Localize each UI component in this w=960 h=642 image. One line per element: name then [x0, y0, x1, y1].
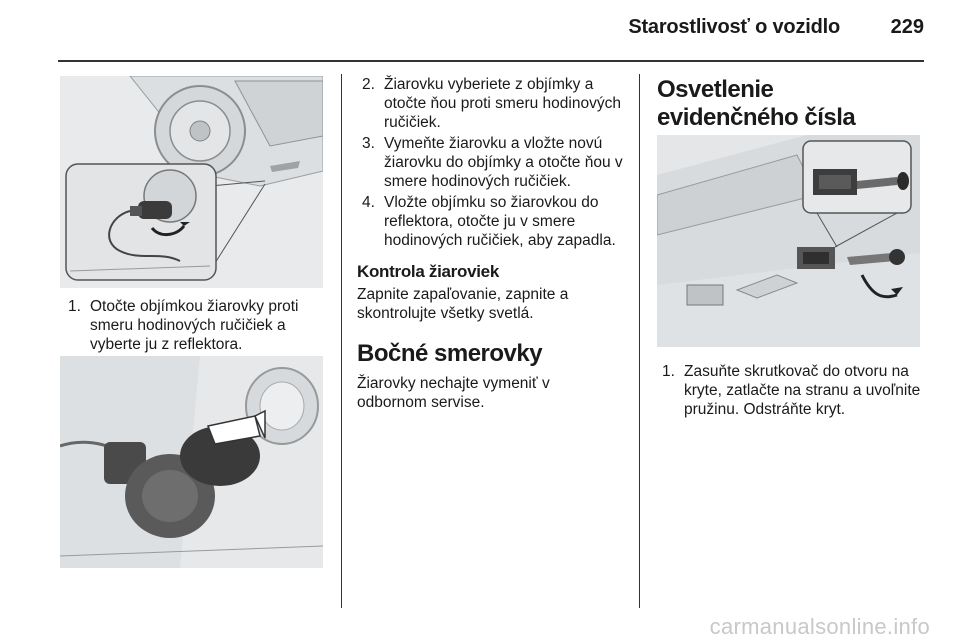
section-text-side-indicators: Žiarovky nechajte vymeniť v odbornom servise.: [357, 375, 550, 411]
section-heading-bulb-check: Kontrola žiaroviek: [357, 262, 499, 281]
column-divider-left: [341, 74, 342, 608]
section-heading-license-plate-light: Osvetlenie evidenčného čísla: [657, 76, 856, 131]
section-text-bulb-check: Zapnite zapaľovanie, zapnite a skontrolujte všetky svetlá.: [357, 286, 569, 322]
column-divider-right: [639, 74, 640, 608]
step-text: Vložte objímku so žiarovkou do reflektora, otočte ju v smere hodinových ručičiek, aby zapadla.: [384, 194, 616, 249]
step-2-instruction: [362, 75, 630, 132]
step-number: 1.: [68, 298, 81, 315]
section-heading-side-indicators: Bočné smerovky: [357, 340, 543, 367]
step-1-instruction: [68, 297, 328, 354]
step-number: 1.: [662, 363, 675, 380]
step-text: Žiarovku vyberiete z objímky a otočte ňou proti smeru hodinových ručičiek.: [384, 76, 621, 131]
step-text: Otočte objímkou žiarovky proti smeru hodinových ručičiek a vyberte ju z reflektora.: [90, 298, 299, 353]
step-1-license-plate: [662, 362, 924, 419]
step-4-instruction: [362, 193, 630, 250]
step-3-instruction: [362, 134, 630, 191]
watermark: carmanualsonline.info: [709, 614, 930, 639]
step-number: 4.: [362, 194, 375, 211]
step-number: 3.: [362, 135, 375, 152]
step-number: 2.: [362, 76, 375, 93]
license-plate-light-illustration: [657, 135, 920, 347]
header-rule: [58, 60, 924, 62]
step-text: Vymeňte žiarovku a vložte novú žiarovku do objímky a otočte ňou v smere hodinových ručičiek.: [384, 135, 623, 190]
page-number: 229: [890, 16, 924, 38]
step-text: Zasuňte skrutkovač do otvoru na kryte, zatlačte na stranu a uvoľnite pružinu. Odstráňte kryt.: [684, 363, 921, 418]
headlamp-socket-illustration: [60, 76, 323, 288]
bulb-socket-closeup-illustration: [60, 356, 323, 568]
running-header-title: Starostlivosť o vozidlo: [628, 16, 840, 38]
